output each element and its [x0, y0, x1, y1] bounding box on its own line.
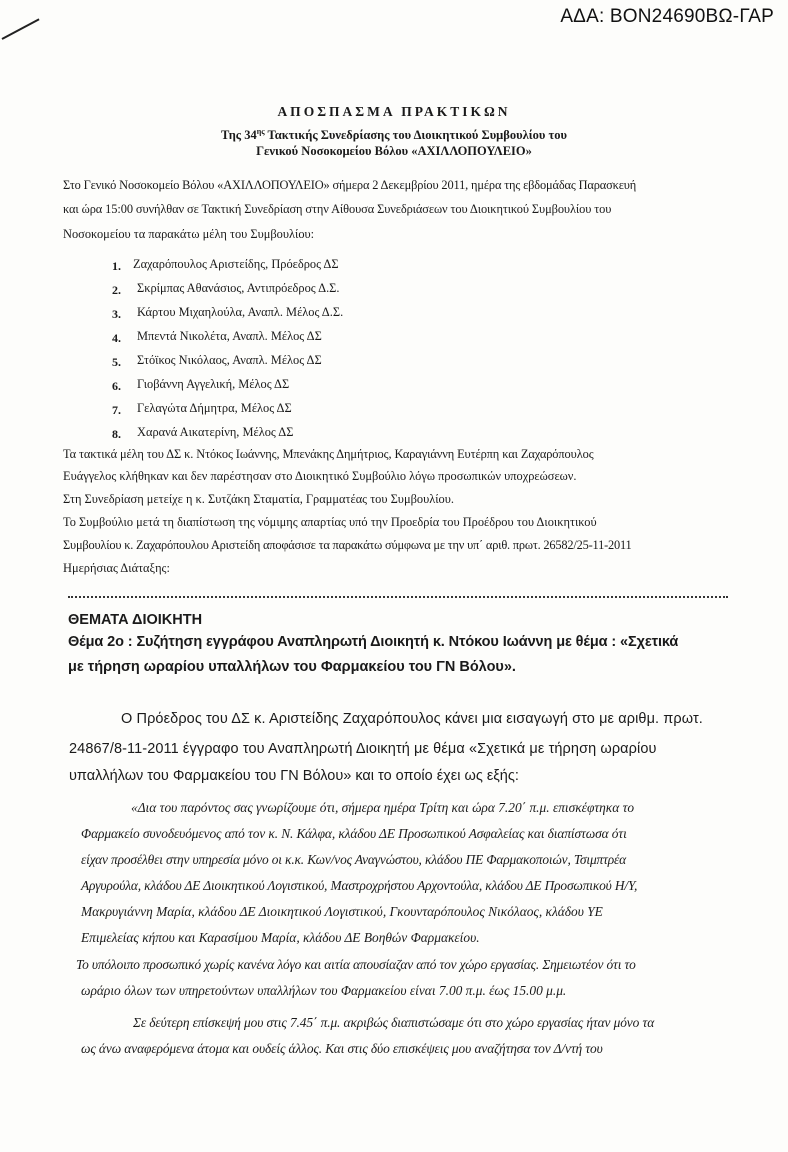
list-item: Γελαγώτα Δήμητρα, Μέλος ΔΣ [137, 401, 292, 415]
quote-line: Μακρυγιάννη Μαρία, κλάδου ΔΕ Διοικητικού Λογιστικού, Γκουνταρόπουλος Νικόλαος, κλάδου ΥΕ [81, 904, 603, 919]
intro-line: Νοσοκομείου τα παρακάτω μέλη του Συμβουλίου: [63, 227, 315, 241]
list-number: 5. [112, 355, 121, 369]
list-number: 8. [112, 427, 121, 441]
document-subtitle-line2: Γενικού Νοσοκομείου Βόλου «ΑΧΙΛΛΟΠΟΥΛΕΙΟ» [256, 144, 532, 158]
president-intro-line: 24867/8-11-2011 έγγραφο του Αναπληρωτή Διοικητή με θέμα «Σχετικά με τήρηση ωραρίου [69, 741, 657, 757]
quorum-line: Ημερήσιας Διάταξης: [63, 561, 170, 575]
quote-line: Αργυρούλα, κλάδου ΔΕ Διοικητικού Λογιστικού, Μαστροχρήστου Αρχοντούλα, κλάδου ΔΕ Προσωπικού Η/Υ, [81, 878, 638, 893]
ada-code: ΑΔΑ: ΒΟΝ24690ΒΩ-ΓΑΡ [560, 6, 774, 27]
absent-line: Ευάγγελος κλήθηκαν και δεν παρέστησαν στο Διοικητικό Συμβούλιο λόγω προσωπικών υποχρεώσεων. [63, 469, 577, 483]
list-number: 6. [112, 379, 121, 393]
president-intro-line: Ο Πρόεδρος του ΔΣ κ. Αριστείδης Ζαχαρόπουλος κάνει μια εισαγωγή στο με αριθμ. πρωτ. [121, 711, 703, 727]
quote-line: «Δια του παρόντος σας γνωρίζουμε ότι, σήμερα ημέρα Τρίτη και ώρα 7.20΄ π.μ. επισκέφτηκα το [131, 800, 635, 815]
secretary-line: Στη Συνεδρίαση μετείχε η κ. Συτζάκη Σταματία, Γραμματέας του Συμβουλίου. [63, 492, 454, 506]
list-item: Μπεντά Νικολέτα, Αναπλ. Μέλος ΔΣ [137, 329, 322, 343]
document-subtitle-line1: Της $34^{\eta\varsigma}$ Τακτικής Συνεδρίασης του Διοικητικού Συμβουλίου του [221, 127, 567, 143]
quote-line: Επιμελείας κήπου και Καρασίμου Μαρία, κλάδου ΔΕ Βοηθών Φαρμακείου. [81, 930, 480, 945]
absent-line: Τα τακτικά μέλη του ΔΣ κ. Ντόκος Ιωάννης, Μπενάκης Δημήτριος, Καραγιάννη Ευτέρπη και Ζαχαρόπουλος [63, 447, 594, 461]
list-item: Γιοβάννη Αγγελική, Μέλος ΔΣ [137, 377, 290, 391]
list-item: Κάρτου Μιχαηλούλα, Αναπλ. Μέλος Δ.Σ. [137, 305, 344, 319]
quote-line: Σε δεύτερη επίσκεψή μου στις 7.45΄ π.μ. ακριβώς διαπιστώσαμε ότι στο χώρο εργασίας ήταν μόνο τα [133, 1015, 655, 1030]
list-number: 3. [112, 307, 121, 321]
list-number: 2. [112, 283, 121, 297]
intro-line: Στο Γενικό Νοσοκομείο Βόλου «ΑΧΙΛΛΟΠΟΥΛΕΙΟ» σήμερα 2 Δεκεμβρίου 2011, ημέρα της εβδομάδας Παρασκευή [63, 178, 637, 192]
list-item: Χαρανά Αικατερίνη, Μέλος ΔΣ [137, 425, 294, 439]
quorum-line: Το Συμβούλιο μετά τη διαπίστωση της νόμιμης απαρτίας υπό την Προεδρία του Προέδρου του Διοικητικού [63, 515, 597, 529]
list-number: 4. [112, 331, 121, 345]
quote-line: ως άνω αναφερόμενα άτομα και ουδείς άλλος. Και στις δύο επισκέψεις μου αναζήτησα τον Δ/ντή του [81, 1041, 603, 1056]
topic-title: με τήρηση ωραρίου υπαλλήλων του Φαρμακείου του ΓΝ Βόλου». [68, 659, 516, 675]
quote-line: είχαν προσέλθει στην υπηρεσία μόνο οι κ.κ. Κων/νος Αναγνώστου, κλάδου ΠΕ Φαρμακοποιών, Τσιμπτρέα [81, 852, 627, 867]
intro-line: και ώρα 15:00 συνήλθαν σε Τακτική Συνεδρίαση στην Αίθουσα Συνεδριάσεων του Διοικητικού Συμβουλίου του [63, 202, 612, 216]
list-number: 1. [112, 259, 121, 273]
list-item: Στόϊκος Νικόλαος, Αναπλ. Μέλος ΔΣ [137, 353, 322, 367]
document-title: ΑΠΟΣΠΑΣΜΑ ΠΡΑΚΤΙΚΩΝ [277, 104, 511, 119]
quote-line: ωράριο όλων των υπηρετούντων υπαλλήλων του Φαρμακείου είναι 7.00 π.μ. έως 15.00 μ.μ. [81, 983, 567, 998]
topic-title: Θέμα 2ο : Συζήτηση εγγράφου Αναπληρωτή Διοικητή κ. Ντόκου Ιωάννη με θέμα : «Σχετικά [68, 634, 679, 650]
list-item: Ζαχαρόπουλος Αριστείδης, Πρόεδρος ΔΣ [133, 257, 339, 271]
dotted-separator [68, 596, 728, 598]
pen-mark [2, 18, 40, 39]
quorum-line: Συμβουλίου κ. Ζαχαρόπουλου Αριστείδη αποφάσισε τα παρακάτω σύμφωνα με την υπ΄ αριθ. πρωτ. 26582/25-11-2011 [63, 538, 632, 552]
quote-line: Φαρμακείο συνοδευόμενος από τον κ. Ν. Κάλφα, κλάδου ΔΕ Προσωπικού Ασφαλείας και διαπίστωσα ότι [81, 826, 627, 841]
list-number: 7. [112, 403, 121, 417]
section-heading: ΘΕΜΑΤΑ ΔΙΟΙΚΗΤΗ [68, 612, 203, 628]
president-intro-line: υπαλλήλων του Φαρμακείου του ΓΝ Βόλου» και το οποίο έχει ως εξής: [69, 768, 519, 784]
list-item: Σκρίμπας Αθανάσιος, Αντιπρόεδρος Δ.Σ. [137, 281, 340, 295]
quote-line: Το υπόλοιπο προσωπικό χωρίς κανένα λόγο και αιτία απουσίαζαν από τον χώρο εργασίας. Σημειωτέον ότι το [76, 957, 636, 972]
